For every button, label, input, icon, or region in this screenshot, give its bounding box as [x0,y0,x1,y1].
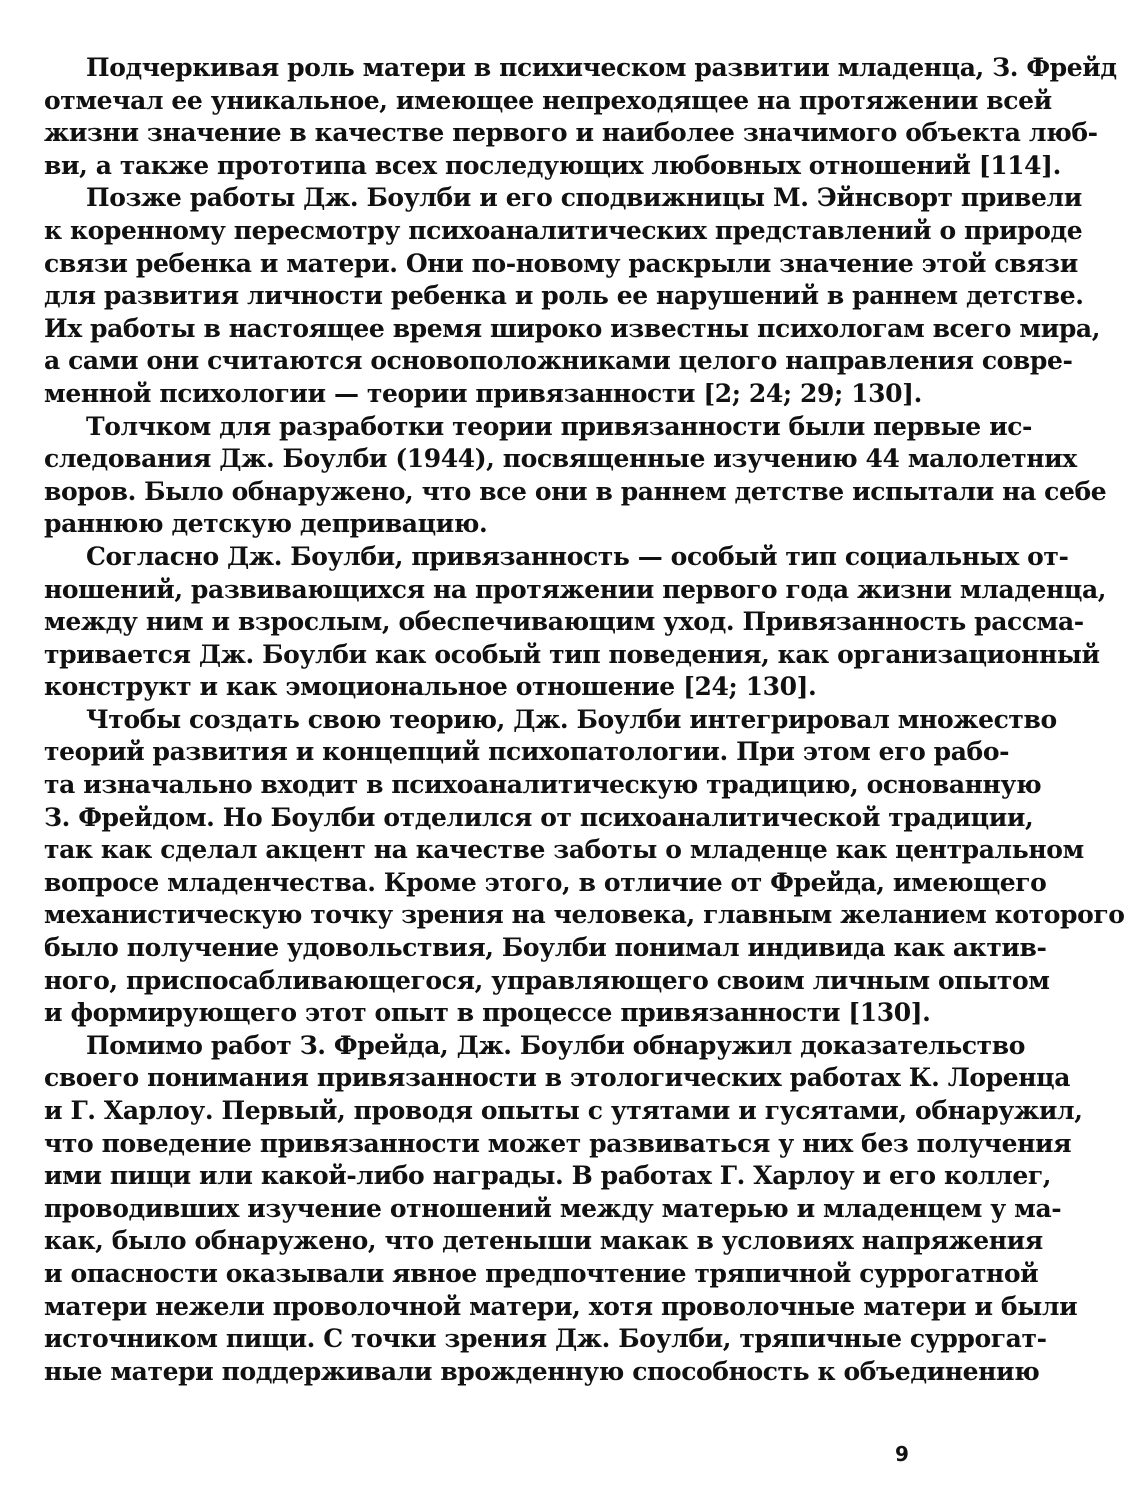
text-line: вопросе младенчества. Кроме этого, в отличие от Фрейда, имеющего [44,867,1047,897]
paragraph [44,182,1101,410]
text-line: Помимо работ З. Фрейда, Дж. Боулби обнаружил доказательство [86,1030,1026,1060]
text-line: механистическую точку зрения на человека, главным желанием которого [44,900,1125,930]
text-line: для развития личности ребенка и роль ее нарушений в раннем детстве. [44,281,1084,311]
text-line: как, было обнаружено, что детеныши макак в условиях напряжения [44,1226,1043,1256]
text-line: теорий развития и концепций психопатологии. При этом его рабо- [44,737,1010,767]
text-line: а сами они считаются основоположниками целого направления совре- [44,346,1073,376]
text-line: конструкт и как эмоциональное отношение [24; 130]. [44,672,817,702]
text-line: между ним и взрослым, обеспечивающим уход. Привязанность рассма- [44,607,1084,637]
text-line: и опасности оказывали явное предпочтение тряпичной суррогатной [44,1258,1039,1288]
text-line: ви, а также прототипа всех последующих любовных отношений [114]. [44,150,1061,180]
text-line: связи ребенка и матери. Они по-новому раскрыли значение этой связи [44,248,1078,278]
text-line: отмечал ее уникальное, имеющее непреходящее на протяжении всей [44,85,1052,115]
text-line: та изначально входит в психоаналитическую традицию, основанную [44,770,1042,800]
text-line: следования Дж. Боулби (1944), посвященные изучению 44 малолетних [44,444,1077,474]
paragraph [44,1030,1083,1389]
body-text [44,52,1125,1388]
text-line: своего понимания привязанности в этологических работах К. Лоренца [44,1063,1071,1093]
text-line: матери нежели проволочной матери, хотя проволочные матери и были [44,1291,1078,1321]
page-number: 9 [895,1442,909,1466]
text-line: источником пищи. С точки зрения Дж. Боулби, тряпичные суррогат- [44,1324,1047,1354]
text-line: проводивших изучение отношений между матерью и младенцем у ма- [44,1193,1062,1223]
text-line: Позже работы Дж. Боулби и его сподвижницы М. Эйнсворт привели [86,183,1082,213]
text-line: к коренному пересмотру психоаналитических представлений о природе [44,215,1083,245]
text-line: Их работы в настоящее время широко известны психологам всего мира, [44,313,1101,343]
text-line: ношений, развивающихся на протяжении первого года жизни младенца, [44,574,1107,604]
text-line: Толчком для разработки теории привязанности были первые ис- [86,411,1033,441]
text-line: ные матери поддерживали врожденную способность к объединению [44,1356,1040,1386]
text-line: жизни значение в качестве первого и наиболее значимого объекта люб- [44,118,1098,148]
text-line: менной психологии — теории привязанности [2; 24; 29; 130]. [44,378,922,408]
paragraph [44,704,1125,1030]
text-line: Согласно Дж. Боулби, привязанность — особый тип социальных от- [86,541,1069,571]
text-line: что поведение привязанности может развиваться у них без получения [44,1128,1072,1158]
text-line: воров. Было обнаружено, что все они в раннем детстве испытали на себе [44,476,1107,506]
text-line: ими пищи или какой-либо награды. В работах Г. Харлоу и его коллег, [44,1161,1052,1191]
text-line: Подчеркивая роль матери в психическом развитии младенца, З. Фрейд [86,53,1117,82]
text-line: раннюю детскую депривацию. [44,509,488,539]
text-line: и Г. Харлоу. Первый, проводя опыты с утятами и гусятами, обнаружил, [44,1096,1083,1125]
text-line: Чтобы создать свою теорию, Дж. Боулби интегрировал множество [86,704,1057,734]
text-line: так как сделал акцент на качестве заботы о младенце как центральном [44,835,1084,865]
text-line: тривается Дж. Боулби как особый тип поведения, как организационный [44,639,1100,669]
text-line: З. Фрейдом. Но Боулби отделился от психоаналитической традиции, [44,802,1034,832]
paragraph [44,411,1107,541]
text-line: ного, приспосабливающегося, управляющего своим личным опытом [44,965,1050,995]
text-line: было получение удовольствия, Боулби понимал индивида как актив- [44,933,1047,963]
paragraph [44,52,1117,182]
text-line: и формирующего этот опыт в процессе привязанности [130]. [44,998,931,1028]
paragraph [44,541,1107,704]
